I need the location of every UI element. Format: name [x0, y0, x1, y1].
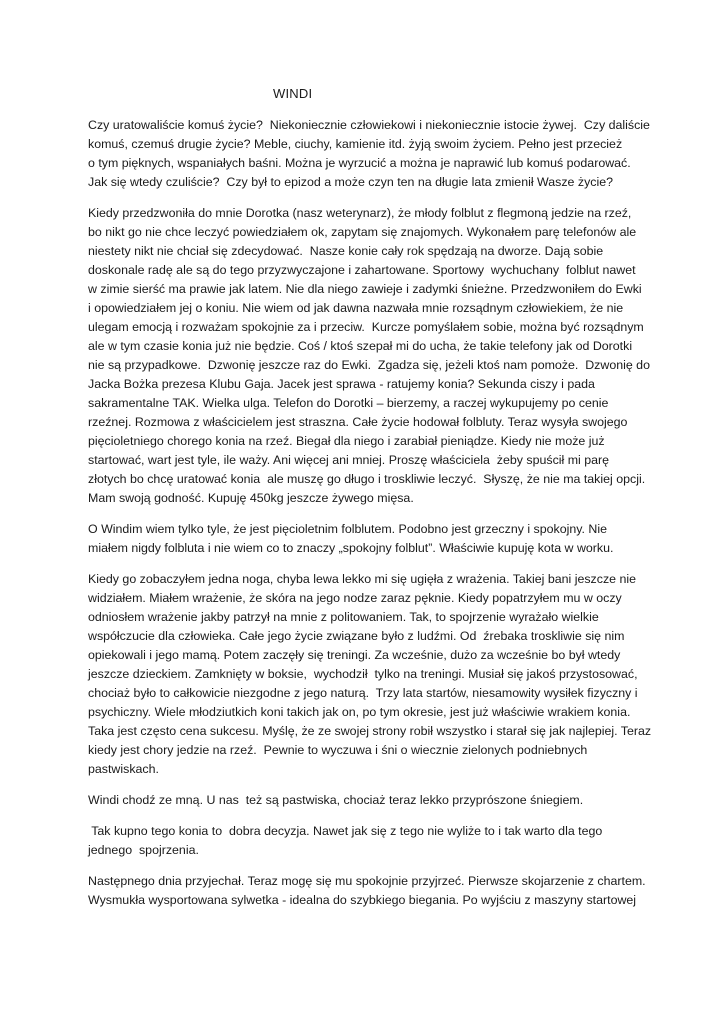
document-title: WINDI	[273, 86, 313, 101]
text-line: Kiedy go zobaczyłem jedna noga, chyba lewa lekko mi się ugięła z wrażenia. Takiej bani jeszcze nie	[88, 572, 637, 586]
text-line: Kiedy przedzwoniła do mnie Dorotka (nasz weterynarz), że młody folblut z flegmoną jedzie na rzeź,	[88, 206, 632, 220]
text-line: złotych bo chcę uratować konia ale muszę go długo i troskliwie leczyć. Słyszę, że nie ma takiej opcji.	[88, 472, 646, 486]
text-line: miałem nigdy folbluta i nie wiem co to znaczy „spokojny folblut”. Właściwie kupuję kota w worku.	[88, 541, 614, 555]
paragraph	[88, 116, 648, 192]
text-line: jednego spojrzenia.	[88, 843, 199, 857]
text-line: nie są przypadkowe. Dzwonię jeszcze raz do Ewki. Zgadza się, jeżeli ktoś nam pomoże. Dzwonię do	[88, 358, 650, 372]
paragraph	[88, 520, 648, 558]
text-line: doskonale radę ale są do tego przyzwyczajone i zahartowane. Sportowy wychuchany folblut nawet	[88, 263, 636, 277]
text-line: Następnego dnia przyjechał. Teraz mogę się mu spokojnie przyjrzeć. Pierwsze skojarzenie z chartem.	[88, 874, 646, 888]
text-line: niestety nikt nie chciał się zdecydować. Nasze konie cały rok spędzają na dworze. Dają sobie	[88, 244, 604, 258]
text-line: Jak się wtedy czuliście? Czy był to epizod a może czyn ten na długie lata zmienił Wasze życie?	[88, 175, 613, 189]
text-line: chociaż było to całkowicie niezgodne z jego naturą. Trzy lata startów, niesamowity wysiłek fizyczny i	[88, 686, 638, 700]
text-line: jeszcze dzieckiem. Zamknięty w boksie, wychodził tylko na treningi. Musiał się jakoś przystosować,	[88, 667, 638, 681]
paragraph	[88, 791, 648, 810]
text-line: komuś, czemuś drugie życie? Meble, ciuchy, kamienie itd. żyją swoim życiem. Pełno jest przecież	[88, 137, 623, 151]
text-line: w zimie sierść ma prawie jak latem. Nie dla niego zawieje i zadymki śnieżne. Przedzwoniłem do Ewki	[88, 282, 642, 296]
text-line: O Windim wiem tylko tyle, że jest pięcioletnim folblutem. Podobno jest grzeczny i spokojny. Nie	[88, 522, 608, 536]
text-line: widziałem. Miałem wrażenie, że skóra na jego nodze zaraz pęknie. Kiedy popatrzyłem mu w oczy	[88, 591, 622, 605]
text-line: pięcioletniego chorego konia na rzeź. Biegał dla niego i zarabiał pieniądze. Kiedy nie może już	[88, 434, 605, 448]
text-line: Czy uratowaliście komuś życie? Niekoniecznie człowiekowi i niekoniecznie istocie żywej. Czy daliście	[88, 118, 650, 132]
text-line: ulegam emocją i rozważam spokojnie za i przeciw. Kurcze pomyślałem sobie, można być rozsądnym	[88, 320, 644, 334]
text-line: ale w tym czasie konia już nie będzie. Coś / ktoś szepał mi do ucha, że takie telefony jak od Dorotki	[88, 339, 633, 353]
text-line: i opowiedziałem jej o koniu. Nie wiem od jak dawna nazwała mnie rozsądnym człowiekiem, że nie	[88, 301, 624, 315]
text-line: startować, wart jest tyle, ile waży. Ani więcej ani mniej. Proszę właściciela żeby spuścił mi parę	[88, 453, 610, 467]
text-line: Tak kupno tego konia to dobra decyzja. Nawet jak się z tego nie wyliże to i tak warto dla tego	[88, 824, 603, 838]
text-line: Jacka Bożka prezesa Klubu Gaja. Jacek jest sprawa - ratujemy konia? Sekunda ciszy i pada	[88, 377, 595, 391]
text-line: bo nikt go nie chce leczyć powiedziałem ok, zapytam się znajomych. Wykonałem parę telefonów ale	[88, 225, 637, 239]
paragraph	[88, 570, 652, 779]
text-line: o tym pięknych, wspaniałych baśni. Można je wyrzucić a można je naprawić lub komuś podarować.	[88, 156, 631, 170]
text-line: rzeźnej. Rozmowa z właścicielem jest straszna. Całe życie hodował folbluty. Teraz wysyła swojego	[88, 415, 628, 429]
text-line: kiedy jest chory jedzie na rzeź. Pewnie to wyczuwa i śni o wiecznie zielonych podniebnych	[88, 743, 588, 757]
text-line: opiekowali i jego mamą. Potem zaczęły się treningi. Za wcześnie, dużo za wcześnie bo był wtedy	[88, 648, 621, 662]
paragraph	[88, 872, 648, 910]
text-line: współczucie dla człowieka. Całe jego życie związane było z ludźmi. Od źrebaka troskliwie się nim	[88, 629, 625, 643]
text-line: psychiczny. Wiele młodziutkich koni takich jak on, po tym okresie, jest już właściwie wrakiem konia.	[88, 705, 631, 719]
text-line: pastwiskach.	[88, 762, 159, 776]
text-line: sakramentalne TAK. Wielka ulga. Telefon do Dorotki – bierzemy, a raczej wykupujemy po cenie	[88, 396, 609, 410]
document-body	[88, 116, 652, 922]
text-line: Wysmukła wysportowana sylwetka - idealna do szybkiego biegania. Po wyjściu z maszyny startowej	[88, 893, 637, 907]
text-line: odniosłem wrażenie jakby patrzył na mnie z politowaniem. Tak, to spojrzenie wyrażało wielkie	[88, 610, 599, 624]
paragraph	[88, 204, 648, 508]
text-line: Mam swoją godność. Kupuję 450kg jeszcze żywego mięsa.	[88, 491, 414, 505]
text-line: Windi chodź ze mną. U nas też są pastwiska, chociaż teraz lekko przyprószone śniegiem.	[88, 793, 584, 807]
text-line: Taka jest często cena sukcesu. Myślę, że ze swojej strony robił wszystko i starał się jak najlepiej. Teraz	[88, 724, 652, 738]
paragraph	[88, 822, 648, 860]
